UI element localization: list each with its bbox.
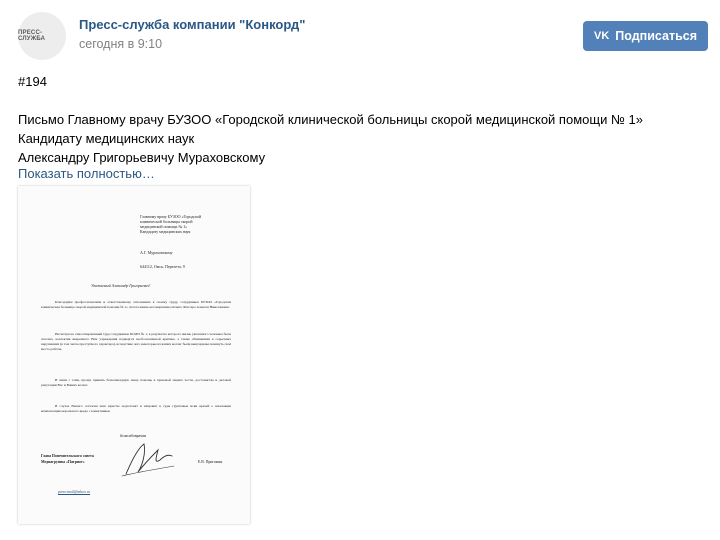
post-header — [18, 12, 708, 62]
subscribe-label: Подписаться — [615, 29, 697, 43]
doc-signer-title: Медиагруппы «Патриот» — [41, 460, 85, 464]
author-name[interactable]: Пресс-служба компании "Конкорд" — [79, 17, 306, 32]
doc-paragraph: В случае Вашего согласия наш юристы подготовят и направят в суды групповые иски врачей о взыскании компенсации морального вреда с клеветников. — [41, 404, 231, 413]
doc-signer-name: Е.В. Пригожин — [198, 460, 223, 464]
doc-addressee-line: Главному врачу БУЗОО «Городской — [140, 214, 202, 219]
post-text-line: Письмо Главному врачу БУЗОО «Городской клинической больницы скорой медицинской помощи № 1» — [18, 112, 643, 127]
show-more-link[interactable]: Показать полностью… — [18, 166, 155, 181]
doc-hashtag: #спасибоврачам — [120, 434, 147, 438]
post-text-line: Александру Григорьевичу Мураховскому — [18, 150, 266, 165]
doc-address: 644112, Омск, Перелета, 9 — [140, 264, 185, 269]
doc-addressee-line: клинической больницы скорой — [140, 219, 193, 224]
post-hashtag[interactable]: #194 — [18, 74, 47, 89]
avatar-text: ПРЕСС-СЛУЖБА — [18, 30, 46, 42]
vk-icon: VK — [593, 30, 610, 42]
doc-email: press-mail@inbox.ru — [58, 490, 91, 494]
post-text-line: Кандидату медицинских наук — [18, 131, 195, 146]
subscribe-button[interactable] — [583, 21, 708, 51]
doc-addressee-line: медицинской помощи № 1» — [140, 224, 188, 229]
doc-paragraph: Благодарим профессионализм и ответственному отношению к своему труду, сотрудников БУЗОО «Городская клиническая больница скорой медицинской помощи № 1» спасла жизнь несовершеннолетнего Флотера Алексея Николаевича. — [41, 300, 231, 309]
post-text — [18, 72, 708, 167]
document-image[interactable] — [18, 186, 250, 524]
doc-signer-title: Глава Попечительского совета — [41, 454, 94, 458]
doc-paragraph: В связи с этим, прошу принять безвозмездную нашу помощь в правовой защите чести, достоинства и деловой репутации Вас и Ваших коллег. — [41, 378, 231, 387]
avatar[interactable] — [18, 12, 66, 60]
post-time[interactable]: сегодня в 9:10 — [79, 37, 163, 51]
doc-paragraph: Несмотря на самоотверженный труд сотрудников БСМП № 1, в результате которого жизнь указанного человека была спасена, коллектив вверенного Вам учреждения подвергся необоснованной критике, а также обвинениям в серьезных нарушениях (в том числе преступного характера), вследствие чего некоторые из ваших коллег были вынуждены покинуть своё место работы. — [41, 332, 231, 351]
doc-greeting: Уважаемый Александр Григорьевич! — [91, 284, 151, 288]
doc-addressee-name: А.Г. Мураховскому — [140, 250, 173, 255]
signature-image — [118, 436, 178, 481]
doc-addressee-line: Кандидату медицинских наук — [140, 229, 191, 234]
document-page — [18, 186, 250, 524]
